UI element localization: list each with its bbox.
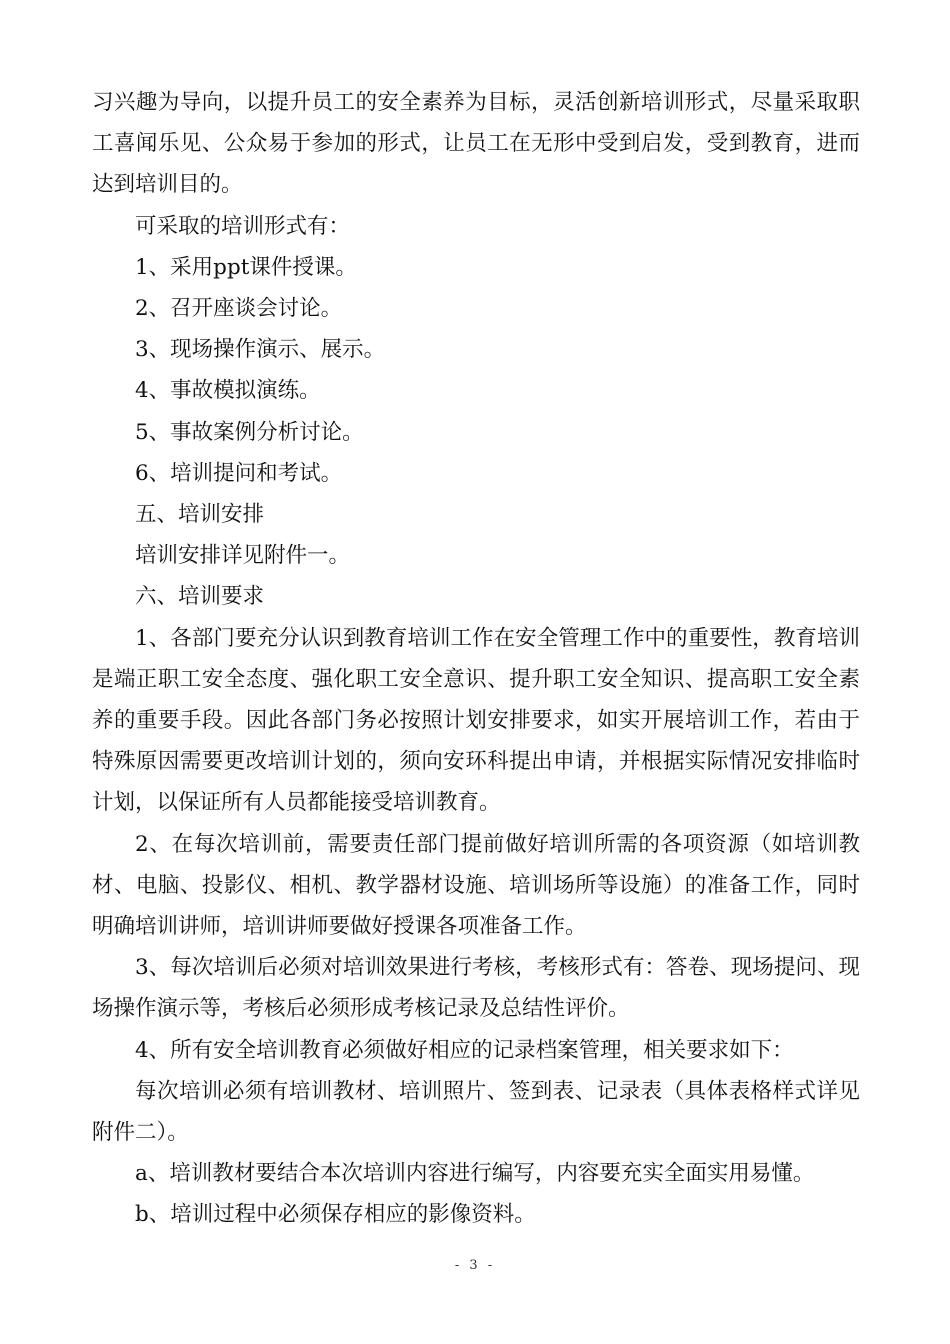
list-item-5: 5、事故案例分析讨论。 [135,419,364,445]
sub-item-b: b、培训过程中必须保存相应的影像资料。 [135,1202,536,1228]
paragraph-schedule: 培训安排详见附件一。 [135,543,351,569]
requirement-1: 1、各部门要充分认识到教育培训工作在安全管理工作中的重要性，教育培训是端正职工安全态度、强化职工安全意识、提升职工安全知识、提高职工安全素养的重要手段。因此各部门务必按照计划安排要求，如实开展培训工作，若由于特殊原因需要更改培训计划的，须向安环科提出申请，并根据实际情况安排临时计划，以保证所有人员都能接受培训教育。 [92,625,860,816]
paragraph-1: 习兴趣为导向，以提升员工的安全素养为目标，灵活创新培训形式，尽量采取职工喜闻乐见、公众易于参加的形式，让员工在无形中受到启发，受到教育，进而达到培训目的。 [92,90,860,198]
paragraph-2: 可采取的培训形式有： [135,213,351,239]
section-heading-6: 六、培训要求 [135,584,265,610]
sub-item-a: a、培训教材要结合本次培训内容进行编写，内容要充实全面实用易懂。 [135,1161,815,1187]
list-item-4: 4、事故模拟演练。 [135,378,321,404]
page-number: - 3 - [454,1258,496,1273]
requirement-4: 4、所有安全培训教育必须做好相应的记录档案管理，相关要求如下： [135,1037,794,1063]
document-body [92,82,860,1236]
requirement-3: 3、每次培训后必须对培训效果进行考核，考核形式有：答卷、现场提问、现场操作演示等，考核后必须形成考核记录及总结性评价。 [92,955,860,1022]
section-heading-5: 五、培训安排 [135,502,265,528]
requirement-2: 2、在每次培训前，需要责任部门提前做好培训所需的各项资源（如培训教材、电脑、投影仪、相机、教学器材设施、培训场所等设施）的准备工作，同时明确培训讲师，培训讲师要做好授课各项准备工作。 [92,831,860,940]
list-item-1: 1、采用ppt课件授课。 [135,254,357,280]
list-item-3: 3、现场操作演示、展示。 [135,337,386,363]
record-requirement: 每次培训必须有培训教材、培训照片、签到表、记录表（具体表格样式详见附件二）。 [92,1078,860,1146]
list-item-2: 2、召开座谈会讨论。 [135,296,343,322]
list-item-6: 6、培训提问和考试。 [135,460,343,486]
